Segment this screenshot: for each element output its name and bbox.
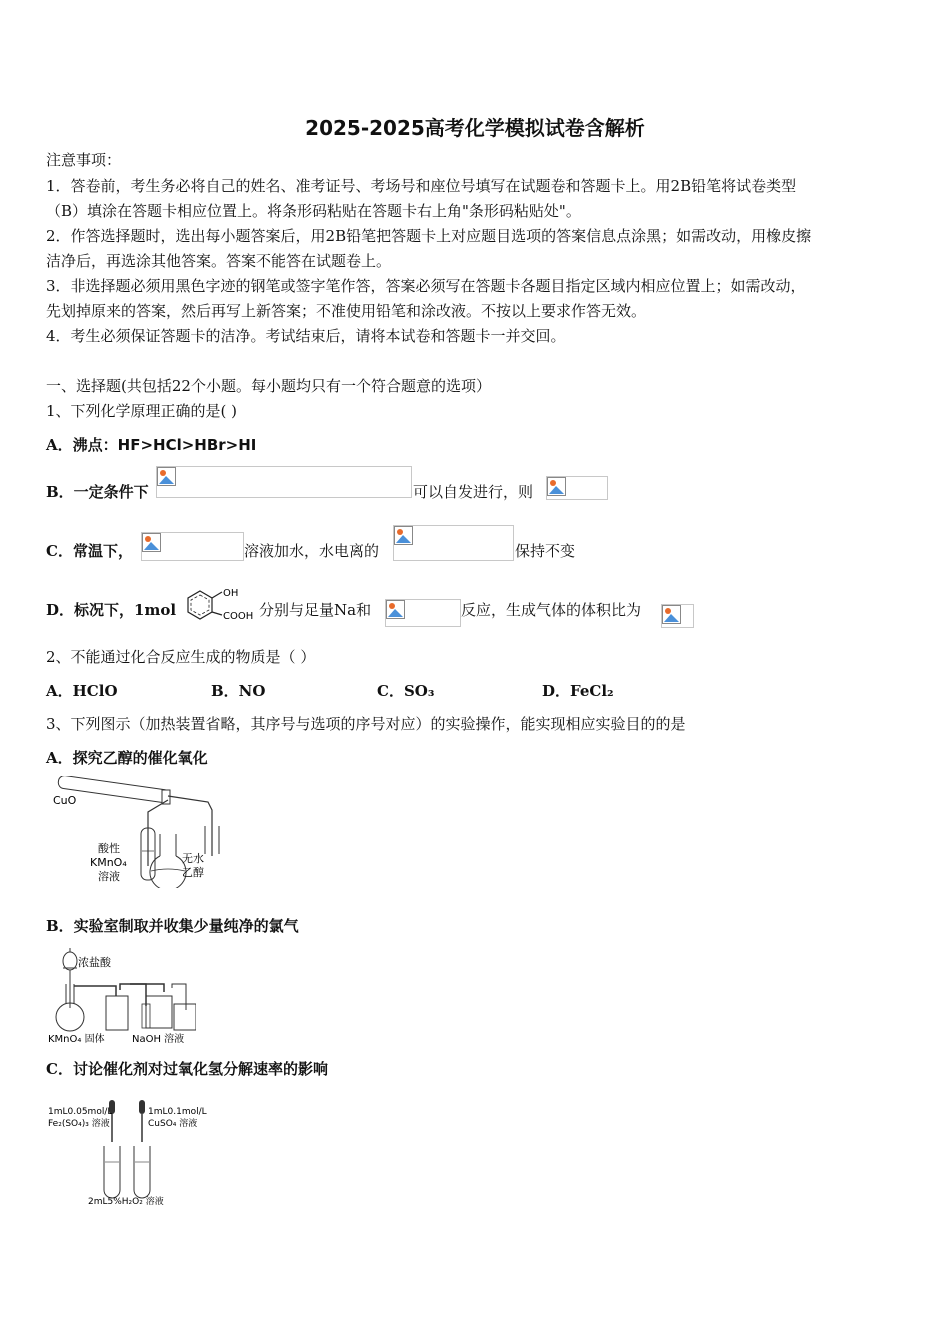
- q2-option: B．NO: [211, 682, 266, 700]
- notice-line: 1．答卷前，考生务必将自己的姓名、准考证号、考场号和座位号填写在试题卷和答题卡上。用2B铅笔将试卷类型: [46, 177, 797, 195]
- formula-image-placeholder: [661, 604, 694, 628]
- q3-option-b: B．实验室制取并收集少量纯净的氯气: [46, 917, 299, 935]
- q2-option: C．SO₃: [377, 682, 435, 700]
- q1-a-value: HF>HCl>HBr>HI: [117, 436, 257, 454]
- structure-oh-label: OH: [223, 588, 239, 599]
- broken-image-icon: [394, 526, 413, 545]
- notice-line: （B）填涂在答题卡相应位置上。将条形码粘贴在答题卡右上角"条形码粘贴处"。: [46, 202, 581, 220]
- q2-stem: 2、不能通过化合反应生成的物质是（ ）: [46, 648, 316, 666]
- q1-option-c-post: 保持不变: [515, 542, 576, 560]
- h2o2-label: 2mL5%H₂O₂ 溶液: [88, 1197, 164, 1207]
- cu-conc-label: 1mL0.1mol/L: [148, 1107, 207, 1117]
- formula-image-placeholder: [546, 476, 608, 500]
- catalyst-comparison-apparatus: [46, 1098, 216, 1210]
- formula-image-placeholder: [385, 599, 461, 627]
- naoh-label: NaOH 溶液: [132, 1034, 185, 1045]
- notice-line: 2．作答选择题时，选出每小题答案后，用2B铅笔把答题卡上对应题目选项的答案信息点涂黑；如需改动，用橡皮擦: [46, 227, 812, 245]
- notice-line: 洁净后，再选涂其他答案。答案不能答在试题卷上。: [46, 252, 392, 270]
- formula-image-placeholder: [156, 466, 412, 498]
- fe-solution-label: Fe₂(SO₄)₃ 溶液: [48, 1119, 110, 1129]
- kmno4-label: KMnO₄: [90, 856, 127, 869]
- q3-option-a: A．探究乙醇的催化氧化: [46, 749, 208, 767]
- chlorine-preparation-apparatus: [46, 944, 196, 1048]
- structure-cooh-label: COOH: [223, 611, 254, 622]
- ethanol-label: 乙醇: [182, 866, 204, 879]
- q1-option-d-pre: D．标况下，1mol: [46, 601, 177, 619]
- q3-option-c: C．讨论催化剂对过氧化氢分解速率的影响: [46, 1060, 328, 1078]
- kmno4-label: 酸性: [98, 842, 120, 855]
- broken-image-icon: [157, 467, 176, 486]
- ethanol-label: 无水: [182, 852, 204, 865]
- notice-line: 3．非选择题必须用黑色字迹的钢笔或签字笔作答，答案必须写在答题卡各题目指定区域内相应位置上；如需改动，: [46, 277, 806, 295]
- q2-option: D．FeCl₂: [542, 682, 614, 700]
- q1-stem: 1、下列化学原理正确的是( ): [46, 402, 238, 420]
- hcl-label: 浓盐酸: [78, 956, 111, 969]
- kmno4-label: 溶液: [98, 870, 120, 883]
- notice-line: 先划掉原来的答案，然后再写上新答案；不准使用铅笔和涂改液。不按以上要求作答无效。: [46, 302, 647, 320]
- fe-conc-label: 1mL0.05mol/L: [48, 1107, 113, 1117]
- q1-option-c-mid: 溶液加水，水电离的: [244, 542, 380, 560]
- q1-a-label: A．沸点：: [46, 436, 118, 454]
- cu-solution-label: CuSO₄ 溶液: [148, 1119, 198, 1129]
- q3-stem: 3、下列图示（加热装置省略，其序号与选项的序号对应）的实验操作，能实现相应实验目的的是: [46, 715, 686, 733]
- cuo-label: CuO: [53, 794, 77, 807]
- q1-option-d-mid: 分别与足量Na和: [259, 601, 372, 619]
- q2-option: A．HClO: [46, 682, 118, 700]
- broken-image-icon: [547, 477, 566, 496]
- page-title: 2025-2025高考化学模拟试卷含解析: [305, 116, 645, 140]
- kmno4-solid-label: KMnO₄ 固体: [48, 1034, 105, 1045]
- notice-line: 4．考生必须保证答题卡的洁净。考试结束后，请将本试卷和答题卡一并交回。: [46, 327, 566, 345]
- salicylic-acid-structure: [180, 585, 260, 627]
- q1-option-b-pre: B．一定条件下: [46, 483, 149, 501]
- q1-option-d-post: 反应，生成气体的体积比为: [461, 601, 642, 619]
- q1-option-b-mid: 可以自发进行，则: [413, 483, 534, 501]
- broken-image-icon: [662, 605, 681, 624]
- broken-image-icon: [386, 600, 405, 619]
- formula-image-placeholder: [393, 525, 514, 561]
- q1-option-c-pre: C．常温下，: [46, 542, 133, 560]
- ethanol-oxidation-apparatus: [50, 776, 220, 888]
- broken-image-icon: [142, 533, 161, 552]
- formula-image-placeholder: [141, 532, 244, 561]
- q1-option-a: [46, 435, 256, 455]
- section-heading: 一、选择题(共包括22个小题。每小题均只有一个符合题意的选项）: [46, 377, 491, 395]
- notice-heading: 注意事项：: [46, 151, 122, 169]
